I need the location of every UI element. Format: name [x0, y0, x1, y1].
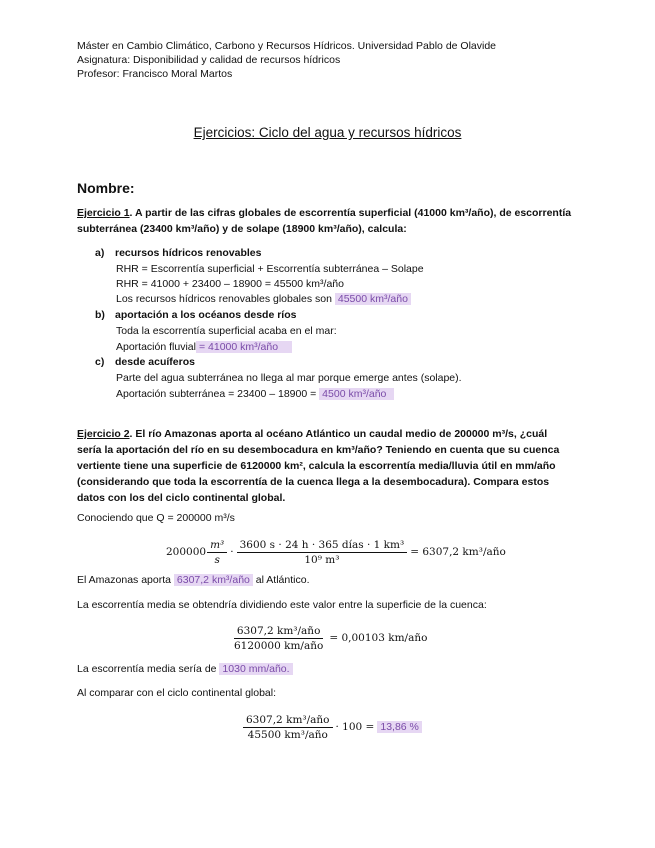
eq1-factor-fraction — [237, 539, 408, 566]
eq1-unit-fraction — [207, 539, 227, 566]
runoff-value-highlight: 1030 mm/año. — [219, 663, 292, 675]
exercise-2-statement — [77, 426, 572, 506]
name-label: Nombre: — [77, 180, 135, 196]
item-a-result-highlight: 45500 km³/año — [335, 293, 411, 305]
eq3-result-highlight: 13,86 % — [377, 721, 422, 733]
eq1-lead: 200000 — [166, 546, 207, 558]
eq2-fraction — [231, 625, 326, 652]
item-b-result-highlight: = 41000 km³/año — [196, 341, 292, 353]
eq1-result: = 6307,2 km³/año — [410, 546, 506, 558]
item-b-result-text: Aportación fluvial — [116, 341, 196, 353]
exercise-1-statement — [77, 205, 572, 237]
amazon-pre: El Amazonas aporta — [77, 574, 171, 586]
header-line-subject: Asignatura: Disponibilidad y calidad de recursos hídricos — [77, 54, 341, 66]
eq1-denominator: 10⁹ m³ — [304, 553, 340, 566]
item-b-explanation: Toda la escorrentía superficial acaba en el mar: — [116, 325, 337, 337]
eq1-numerator: 3600 s · 24 h · 365 días · 1 km³ — [237, 539, 408, 553]
equation-compare — [240, 709, 422, 745]
item-a-conclusion — [116, 292, 411, 307]
runoff-result — [77, 662, 293, 677]
known-flow: Conociendo que Q = 200000 m³/s — [77, 512, 235, 524]
item-b-title: aportación a los océanos desde ríos — [115, 309, 297, 321]
runoff-pre: La escorrentía media sería de — [77, 663, 217, 675]
item-b-result-line — [116, 340, 292, 355]
eq2-result: = 0,00103 km/año — [329, 632, 428, 644]
item-c — [95, 355, 195, 370]
item-a-conclusion-text: Los recursos hídricos renovables globales son — [116, 293, 332, 305]
header-line-professor: Profesor: Francisco Moral Martos — [77, 68, 233, 80]
exercise-1-text: . A partir de las cifras globales de escorrentía superficial (41000 km³/año), de escorrentía subterránea (23400 km³/año) y de solape (18900 km³/año), calcula: — [77, 207, 572, 235]
exercise-2-text: . El río Amazonas aporta al océano Atlántico un caudal medio de 200000 m³/s, ¿cuál sería la aportación del río en su desembocadura en km³/año? Teniendo en cuenta que su cuenca vertiente tiene una superficie de 6120000 km², calcula la escorrentía media/lluvia útil en mm/año (considerando que toda la escorrentía de la cuenca llega a la desembocadura). Compara estos datos con los del ciclo continental global. — [77, 428, 560, 504]
item-a-formula: RHR = Escorrentía superficial + Escorrentía subterránea – Solape — [116, 263, 424, 275]
item-a-label: a) — [95, 247, 105, 259]
item-b-label: b) — [95, 309, 105, 321]
runoff-explanation: La escorrentía media se obtendría dividiendo este valor entre la superficie de la cuenca: — [77, 599, 487, 611]
eq2-numerator: 6307,2 km³/año — [234, 625, 324, 639]
item-c-label: c) — [95, 356, 105, 368]
item-c-explanation: Parte del agua subterránea no llega al mar porque emerge antes (solape). — [116, 372, 462, 384]
exercise-2-label: Ejercicio 2 — [77, 428, 130, 440]
item-c-title: desde acuíferos — [115, 356, 195, 368]
item-c-result-highlight: 4500 km³/año — [319, 388, 394, 400]
item-c-result-line — [116, 387, 394, 402]
item-c-result-text: Aportación subterránea = 23400 – 18900 = — [116, 388, 317, 400]
eq3-denominator: 45500 km³/año — [247, 728, 328, 741]
item-a — [95, 246, 261, 261]
eq3-numerator: 6307,2 km³/año — [243, 714, 333, 728]
amazon-post: al Atlántico. — [255, 574, 310, 586]
eq1-unit-numerator: m³ — [207, 539, 227, 553]
amazon-value-highlight: 6307,2 km³/año — [174, 574, 253, 586]
amazon-statement — [77, 573, 310, 588]
equation-conversion: 200000 $\frac{\text{m³}}{s}$ · $\frac{\text{3600 s · 24 h · 365 días · 1 km³}}{\text{10⁹ m³}}$ = 6307,2 km³/año — [166, 538, 506, 566]
compare-text: Al comparar con el ciclo continental global: — [77, 687, 277, 699]
item-b — [95, 308, 296, 323]
equation-runoff — [228, 620, 427, 656]
eq1-unit-denominator: s — [214, 553, 220, 566]
eq2-denominator: 6120000 km/año — [234, 639, 324, 652]
eq3-fraction — [243, 714, 333, 741]
header-line-program: Máster en Cambio Climático, Carbono y Recursos Hídricos. Universidad Pablo de Olavide — [77, 40, 497, 52]
eq3-multiplier: · 100 = — [335, 721, 375, 733]
item-a-calculation: RHR = 41000 + 23400 – 18900 = 45500 km³/año — [116, 278, 344, 290]
exercise-1-label: Ejercicio 1 — [77, 207, 130, 219]
page-title: Ejercicios: Ciclo del agua y recursos hídricos — [193, 125, 462, 140]
item-a-title: recursos hídricos renovables — [115, 247, 262, 259]
